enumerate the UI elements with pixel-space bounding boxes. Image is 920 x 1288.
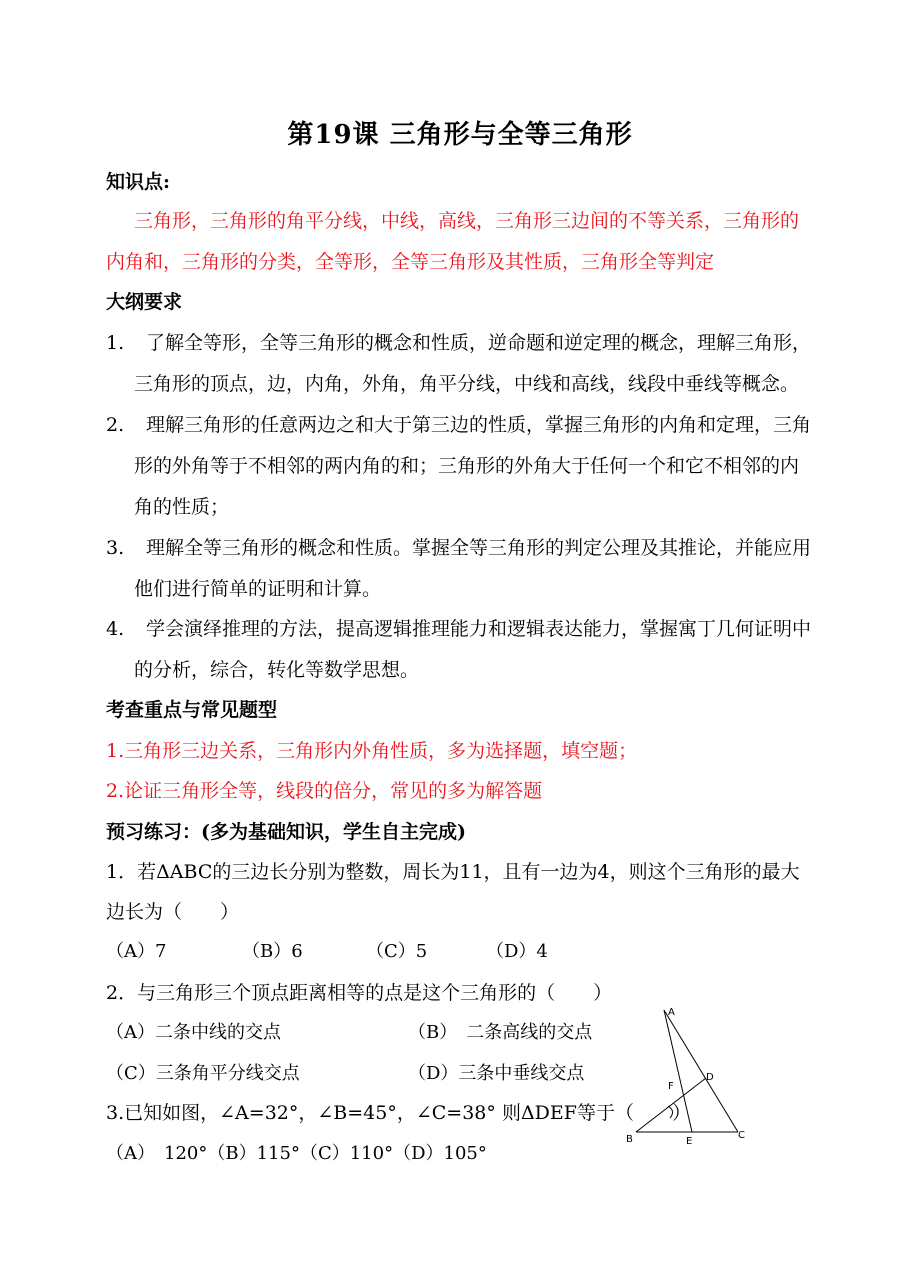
question-1-option-d: （D）4 <box>486 941 548 962</box>
question-1-option-b: （B）6 <box>242 941 303 962</box>
syllabus-item-4-line-2: 的分析，综合，转化等数学思想。 <box>134 659 420 681</box>
focus-item-2: 2.论证三角形全等，线段的倍分，常见的多为解答题 <box>106 780 543 802</box>
question-1-option-a: （A）7 <box>106 941 167 962</box>
syllabus-item-4-number: 4. <box>106 618 125 640</box>
label-f: F <box>668 1081 674 1092</box>
label-e: E <box>686 1136 693 1147</box>
syllabus-item-3-number: 3. <box>106 537 125 559</box>
question-2-option-b: （B） 二条高线的交点 <box>408 1022 593 1043</box>
syllabus-item-2-line-2: 形的外角等于不相邻的两内角的和；三角形的外角大于任何一个和它不相邻的内 <box>134 455 800 477</box>
question-2-option-c: （C）三条角平分线交点 <box>106 1063 300 1084</box>
knowledge-heading: 知识点: <box>106 171 171 193</box>
focus-item-1: 1.三角形三边关系，三角形内外角性质，多为选择题，填空题； <box>106 740 638 762</box>
label-c: C <box>738 1130 745 1141</box>
focus-heading: 考查重点与常见题型 <box>106 699 278 721</box>
syllabus-item-1-line-2: 三角形的顶点，边，内角，外角，角平分线，中线和高线，线段中垂线等概念。 <box>134 373 800 395</box>
syllabus-item-2-line-1: 理解三角形的任意两边之和大于第三边的性质，掌握三角形的内角和定理，三角 <box>146 414 812 436</box>
page-title: 第19课 三角形与全等三角形 <box>287 120 633 150</box>
syllabus-item-3-line-2: 他们进行简单的证明和计算。 <box>134 578 382 600</box>
question-1-line-2: 边长为（ ） <box>106 901 240 923</box>
question-1-line-1: 1．若ΔABC的三边长分别为整数，周长为11，且有一边为4，则这个三角形的最大 <box>106 861 800 883</box>
syllabus-item-1-number: 1. <box>106 332 125 354</box>
segment-ae <box>664 1010 692 1132</box>
label-b: B <box>626 1134 633 1145</box>
syllabus-item-2-line-3: 角的性质； <box>134 496 230 518</box>
question-3-options: （A） 120°（B）115°（C）110°（D）105° <box>106 1143 487 1164</box>
question-1-option-c: （C）5 <box>366 941 428 962</box>
label-a: A <box>668 1007 675 1018</box>
question-2-line-1: 2．与三角形三个顶点距离相等的点是这个三角形的（ ） <box>106 982 613 1004</box>
side-ac <box>664 1010 738 1132</box>
question-2-option-d: （D）三条中垂线交点 <box>408 1063 585 1084</box>
syllabus-item-1-line-1: 了解全等形，全等三角形的概念和性质，逆命题和逆定理的概念，理解三角形， <box>146 332 812 354</box>
label-d: D <box>706 1072 714 1083</box>
syllabus-item-3-line-1: 理解全等三角形的概念和性质。掌握全等三角形的判定公理及其推论，并能应用 <box>146 537 812 559</box>
practice-heading: 预习练习：(多为基础知识，学生自主完成) <box>106 821 466 843</box>
knowledge-line-2: 内角和，三角形的分类，全等形，全等三角形及其性质，三角形全等判定 <box>106 251 715 273</box>
angle-arc <box>668 1106 673 1118</box>
syllabus-heading: 大纲要求 <box>106 291 183 313</box>
syllabus-item-2-number: 2. <box>106 414 125 436</box>
question-3-line-1: 3.已知如图，∠A=32°，∠B=45°，∠C=38° 则ΔDEF等于（ ） <box>106 1102 691 1124</box>
syllabus-item-4-line-1: 学会演绎推理的方法，提高逻辑推理能力和逻辑表达能力，掌握寓丁几何证明中 <box>146 618 812 640</box>
knowledge-line-1: 三角形，三角形的角平分线，中线，高线，三角形三边间的不等关系，三角形的 <box>134 210 800 232</box>
triangle-figure <box>620 1002 760 1152</box>
question-2-option-a: （A）二条中线的交点 <box>106 1022 281 1043</box>
